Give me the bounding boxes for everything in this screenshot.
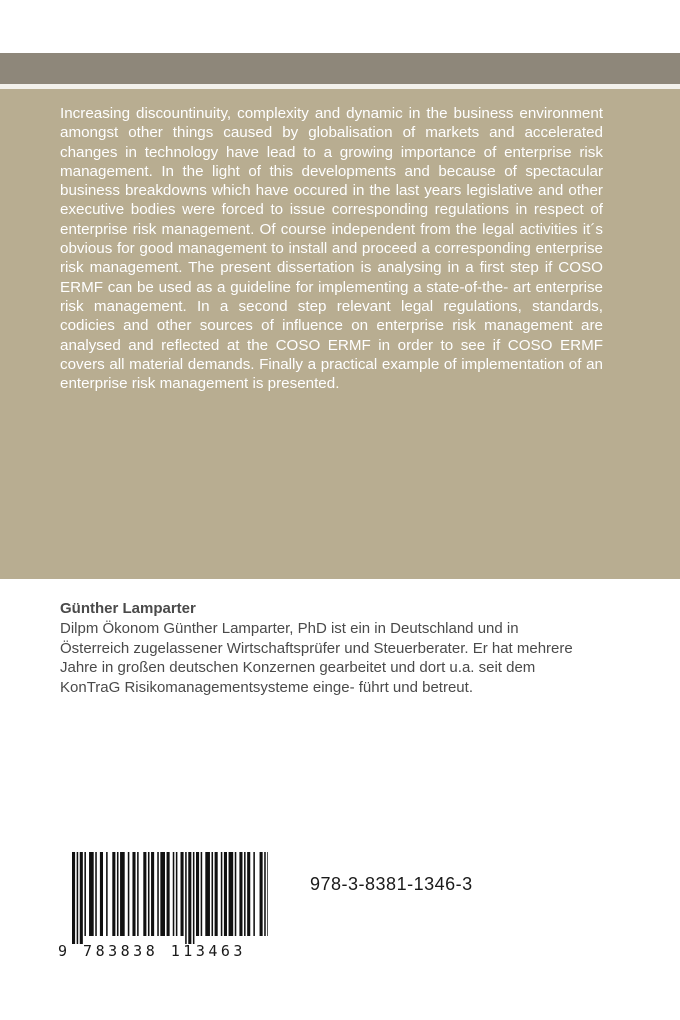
- barcode-bar: [148, 852, 150, 936]
- barcode-bar: [253, 852, 255, 936]
- barcode-bar: [181, 852, 184, 936]
- barcode-bar: [221, 852, 223, 936]
- barcode-bar: [188, 852, 191, 944]
- barcode-bar: [151, 852, 154, 936]
- barcode-bar: [267, 852, 268, 936]
- barcode-bar: [77, 852, 79, 944]
- barcode-bar: [160, 852, 165, 936]
- author-bio: [60, 599, 580, 697]
- isbn-number: 978-3-8381-1346-3: [310, 874, 473, 894]
- barcode-bar: [95, 852, 97, 936]
- barcode-bar: [72, 852, 75, 944]
- barcode-bar: [117, 852, 119, 936]
- barcode-bar: [185, 852, 187, 944]
- author-bio-text: Dilpm Ökonom Günther Lamparter, PhD ist ein in Deutschland und in Österreich zugelassener Wirtschaftsprüfer und Steuerberater. Er hat mehrere Jahre in großen deutschen Konzernen gearbeitet und dort u.a. seit dem KonTraG Risikomanagementsysteme einge- führt und betreut.: [60, 620, 573, 696]
- barcode-bar: [215, 852, 218, 936]
- abstract-text: Increasing discountinuity, complexity and dynamic in the business environment amongst other things caused by globalisation of markets and accelerated changes in technology have lead to a growing importance of enterprise risk management. In the light of this developments and because of spectacular business breakdowns which have occured in the last years legislative and other executive bodies were forced to issue corresponding regulations in respect of enterprise risk management. Of course independent from the legal activities it´s obvious for good management to install and proceed a corresponding enterprise risk management. The present dissertation is analysing in a first step if COSO ERMF can be used as a guideline for implementing a state-of-the- art enterprise risk management. In a second step relevant legal regulations, standards, codicies and other sources of influence on enterprise risk management are analysed and reflected at the COSO ERMF in order to see if COSO ERMF covers all material demands. Finally a practical example of implementation of an enterprise risk management is presented.: [60, 105, 603, 393]
- author-name: Günther Lamparter: [60, 600, 196, 617]
- barcode-bar: [112, 852, 115, 936]
- barcode-bar: [196, 852, 199, 936]
- barcode-bar: [229, 852, 234, 936]
- barcode-bar: [120, 852, 125, 936]
- barcode-bar: [239, 852, 242, 936]
- barcode-bar: [244, 852, 246, 936]
- barcode-bar: [157, 852, 159, 936]
- barcode-bar: [132, 852, 135, 936]
- barcode-bar: [100, 852, 103, 936]
- barcode-bar: [201, 852, 203, 936]
- header-band: [0, 53, 680, 84]
- barcode-bar: [205, 852, 210, 936]
- barcode-bar: [260, 852, 263, 936]
- barcode-bar: [143, 852, 146, 936]
- barcode-bar: [224, 852, 227, 936]
- barcode-bar: [264, 852, 266, 936]
- barcode-bar: [80, 852, 83, 944]
- barcode-bar: [193, 852, 195, 944]
- barcode-bar: [235, 852, 237, 936]
- top-margin: [0, 0, 680, 53]
- barcode-bar: [106, 852, 108, 936]
- barcode-digits: 9 783838 113463: [58, 942, 246, 960]
- barcode-bar: [212, 852, 214, 936]
- barcode-bars: [58, 852, 268, 944]
- barcode-bar: [89, 852, 94, 936]
- barcode-bar: [176, 852, 178, 936]
- barcode-bar: [137, 852, 139, 936]
- barcode-bar: [173, 852, 175, 936]
- barcode-bar: [128, 852, 130, 936]
- barcode-bar: [167, 852, 170, 936]
- barcode-bar: [84, 852, 86, 936]
- barcode: [58, 852, 268, 964]
- barcode-bar: [247, 852, 250, 936]
